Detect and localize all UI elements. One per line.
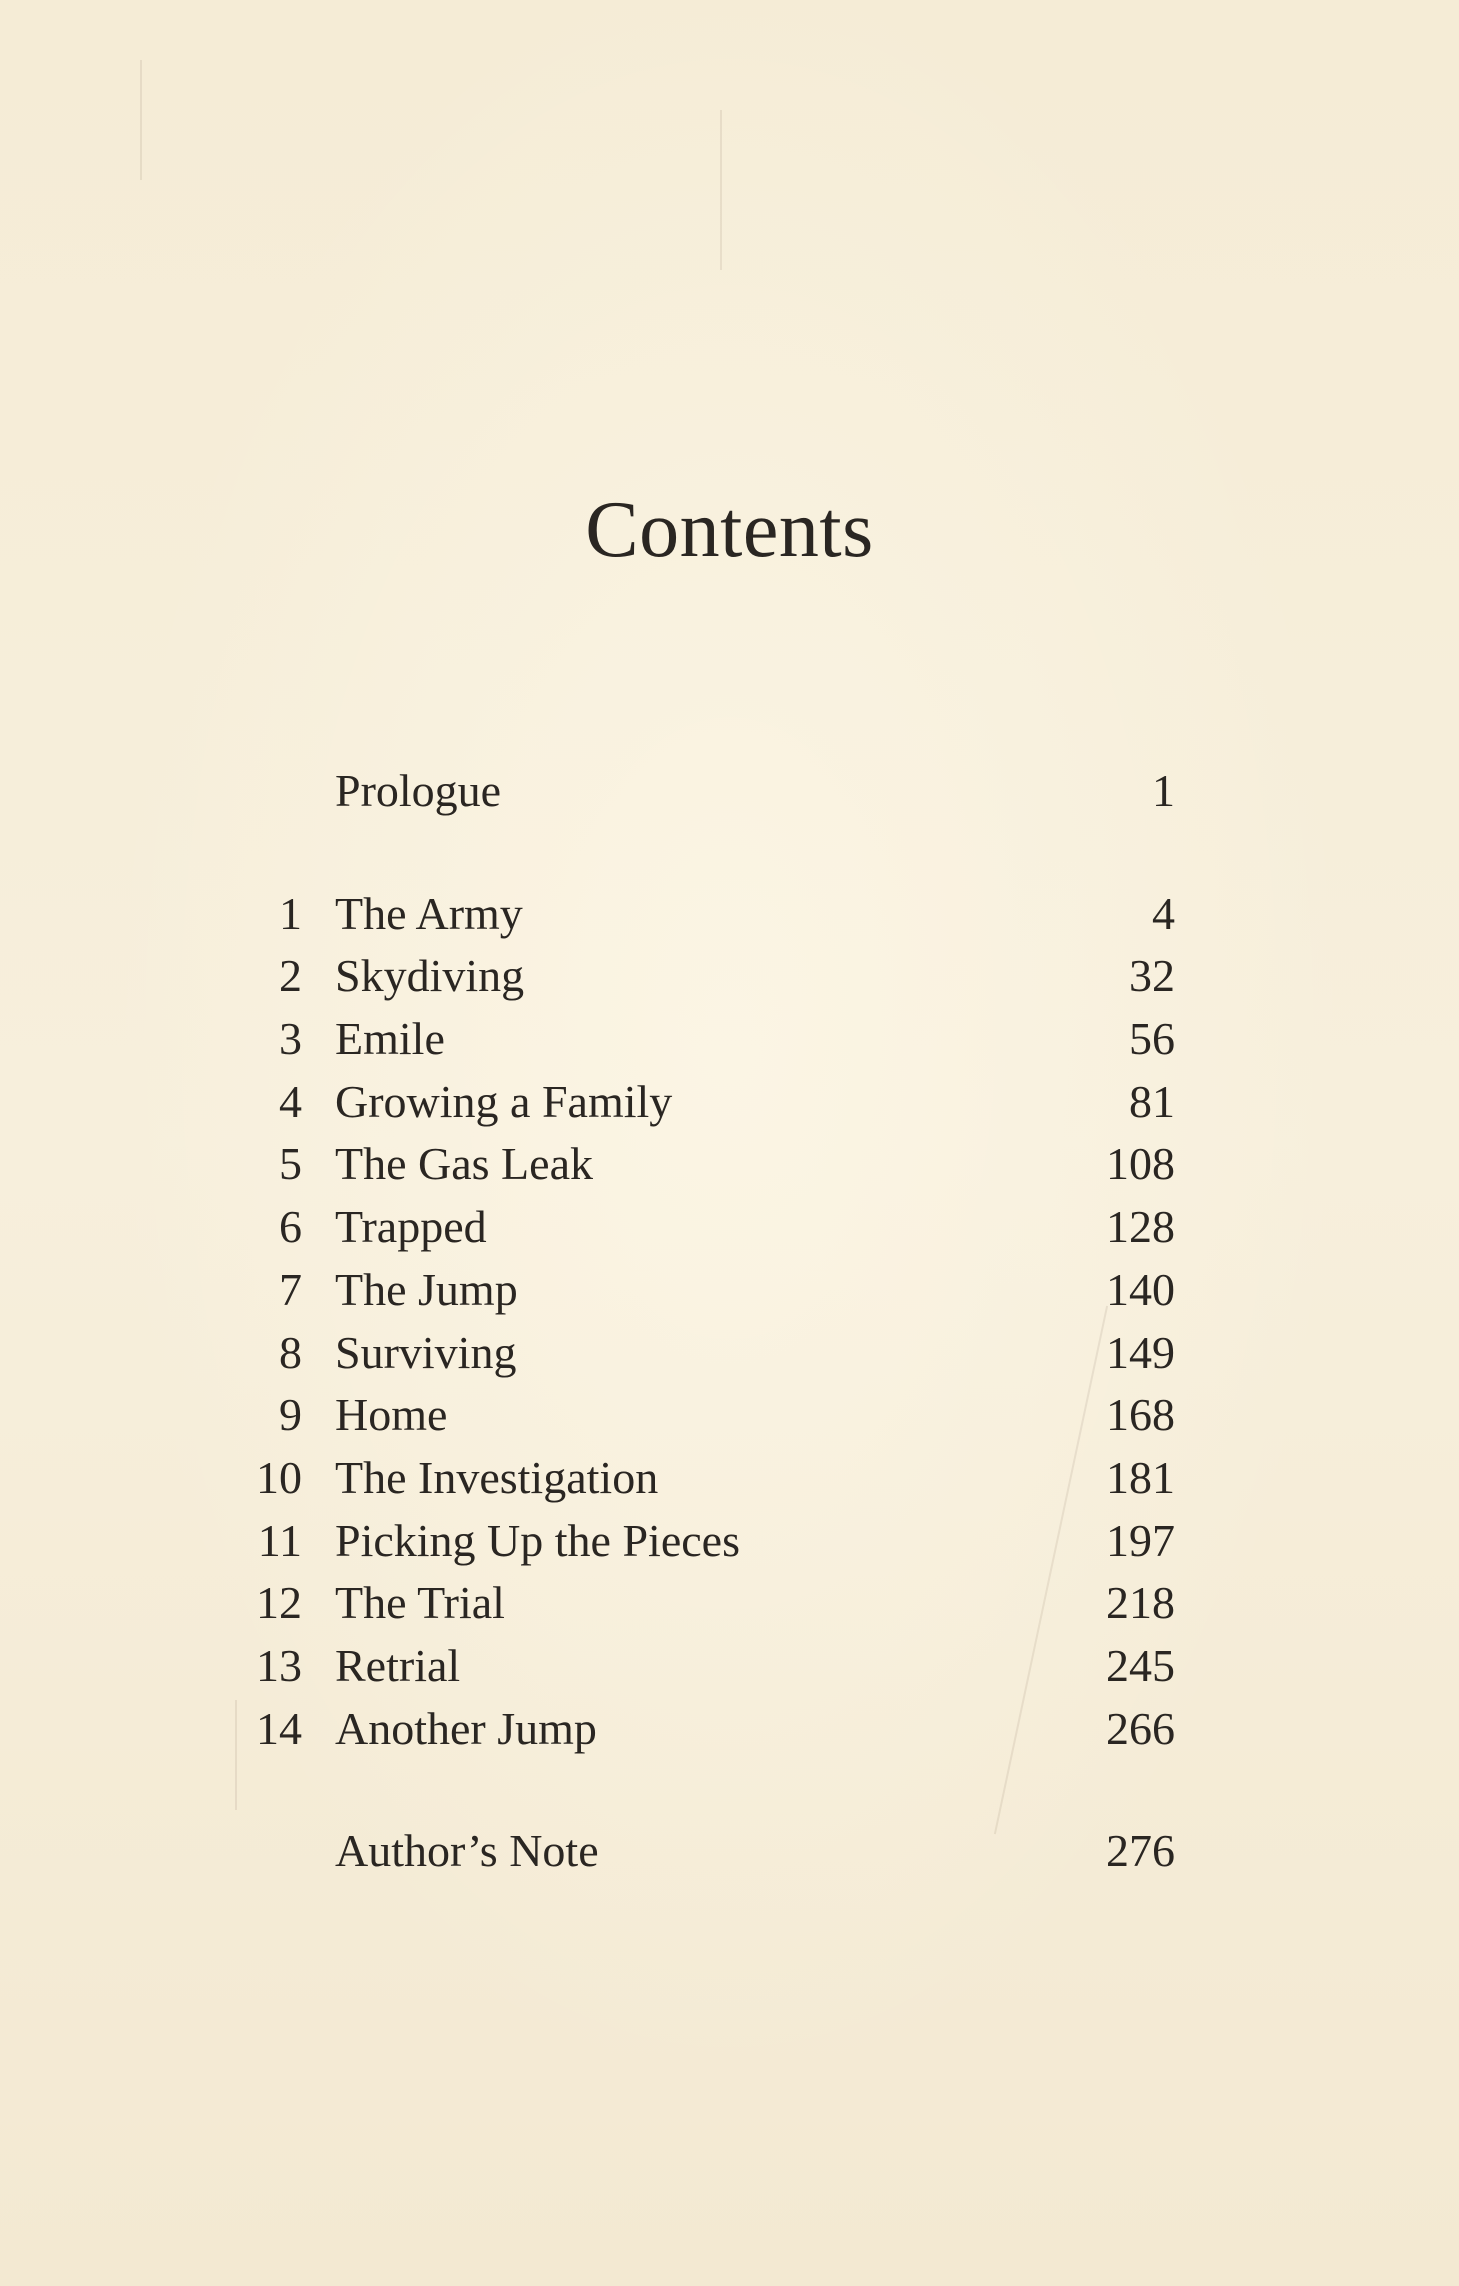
toc-entry	[240, 1322, 1175, 1385]
chapter-number: 10	[256, 1451, 302, 1503]
page-number: 245	[1106, 1639, 1175, 1691]
chapter-number: 2	[279, 950, 302, 1002]
page-number: 81	[1129, 1075, 1175, 1127]
chapter-title: Author’s Note	[335, 1825, 599, 1877]
toc-entry	[240, 1071, 1175, 1134]
toc-entry	[240, 1384, 1175, 1447]
chapter-title: The Jump	[335, 1263, 518, 1315]
toc-entry	[240, 1635, 1175, 1698]
chapter-title: The Investigation	[335, 1451, 659, 1503]
chapter-title: Skydiving	[335, 950, 525, 1002]
chapter-number: 14	[256, 1702, 302, 1754]
toc-entry	[240, 1447, 1175, 1510]
chapter-number: 4	[279, 1075, 302, 1127]
chapter-number: 12	[256, 1577, 302, 1629]
chapter-title: Prologue	[335, 765, 502, 816]
chapter-number: 8	[279, 1326, 302, 1378]
page-number: 128	[1106, 1201, 1175, 1253]
toc-entry	[240, 1008, 1175, 1071]
chapter-title: The Trial	[335, 1577, 505, 1629]
chapter-number: 13	[256, 1639, 302, 1691]
page-number: 4	[1152, 887, 1175, 939]
toc-entry	[240, 1572, 1175, 1635]
page-number: 266	[1106, 1702, 1175, 1754]
paper-crease	[140, 60, 142, 180]
toc-entry	[240, 945, 1175, 1008]
chapter-title: The Gas Leak	[335, 1138, 593, 1190]
chapter-title: Another Jump	[335, 1702, 597, 1754]
page-number: 197	[1106, 1514, 1175, 1566]
toc-entry	[240, 1510, 1175, 1573]
page-number: 276	[1106, 1825, 1175, 1877]
table-of-contents	[240, 760, 1175, 1883]
page-number: 32	[1129, 950, 1175, 1002]
toc-entry	[240, 1698, 1175, 1761]
chapter-title: Retrial	[335, 1639, 461, 1691]
chapter-number: 1	[279, 887, 302, 939]
page-number: 181	[1106, 1451, 1175, 1503]
toc-entry	[240, 883, 1175, 946]
chapter-title: The Army	[335, 887, 523, 939]
paper-crease	[235, 1700, 237, 1810]
chapter-number: 5	[279, 1138, 302, 1190]
chapter-number: 6	[279, 1201, 302, 1253]
page-number: 108	[1106, 1138, 1175, 1190]
paper-crease	[720, 110, 722, 270]
page-number: 218	[1106, 1577, 1175, 1629]
toc-entry	[240, 1196, 1175, 1259]
toc-entry-prologue	[240, 760, 1175, 823]
chapter-number: 7	[279, 1263, 302, 1315]
chapter-title: Growing a Family	[335, 1075, 673, 1127]
toc-entry	[240, 1259, 1175, 1322]
toc-entry-authors-note	[240, 1820, 1175, 1883]
chapter-title: Picking Up the Pieces	[335, 1514, 740, 1566]
chapter-title: Surviving	[335, 1326, 517, 1378]
page-title: Contents	[585, 486, 874, 574]
chapter-number: 11	[257, 1514, 302, 1566]
page-number: 56	[1129, 1013, 1175, 1065]
chapter-title: Emile	[335, 1013, 445, 1065]
chapter-number: 9	[279, 1389, 302, 1441]
page-number: 1	[1152, 765, 1175, 816]
chapter-number: 3	[279, 1013, 302, 1065]
chapter-title: Home	[335, 1389, 448, 1441]
chapter-title: Trapped	[335, 1201, 487, 1253]
page-number: 140	[1106, 1263, 1175, 1315]
page-number: 168	[1106, 1389, 1175, 1441]
toc-entry	[240, 1133, 1175, 1196]
page-number: 149	[1106, 1326, 1175, 1378]
